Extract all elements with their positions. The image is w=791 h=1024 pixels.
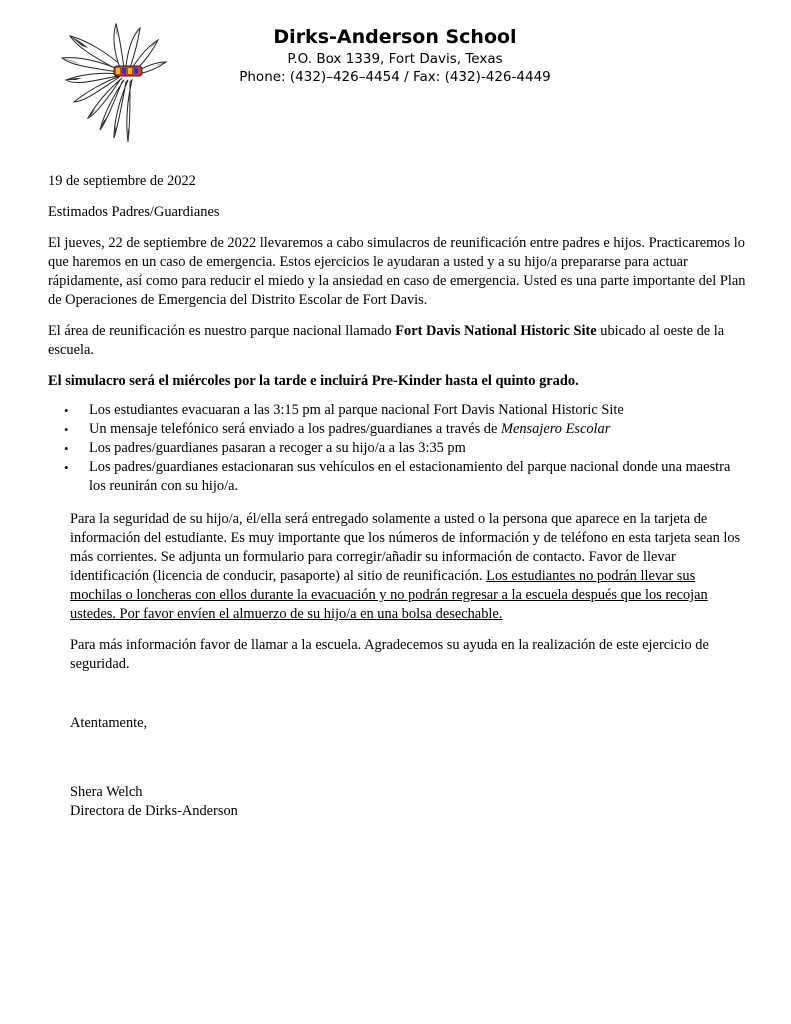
closing: Atentamente, <box>70 715 148 731</box>
letter-body-indented <box>70 510 748 821</box>
drill-steps-list <box>48 401 748 496</box>
paragraph-contact: Para más información favor de llamar a la escuela. Agradecemos su ayuda en la realización de este ejercicio de seguridad. <box>70 637 709 672</box>
location-name: Fort Davis National Historic Site <box>395 323 597 339</box>
salutation: Estimados Padres/Guardianes <box>48 204 220 220</box>
list-item: • Los padres/guardianes pasaran a recoger a su hijo/a a las 3:35 pm <box>89 439 748 458</box>
paragraph-safety <box>70 510 748 624</box>
location-text-post: ubicado al oeste de la escuela. <box>48 323 725 358</box>
school-name: Dirks-Anderson School <box>273 26 517 48</box>
bullet-text: Un mensaje telefónico será enviado a los padres/guardianes a través de <box>89 421 501 437</box>
signer-name: Shera Welch <box>70 784 143 800</box>
paragraph-location <box>48 322 748 360</box>
letter-date: 19 de septiembre de 2022 <box>48 173 196 189</box>
drill-schedule-heading: El simulacro será el miércoles por la tarde e incluirá Pre-Kinder hasta el quinto grado. <box>48 373 579 389</box>
school-phone-fax: Phone: (432)–426–4454 / Fax: (432)-426-4449 <box>239 69 551 85</box>
bullet-italic-text: Mensajero Escolar <box>500 421 611 437</box>
list-item: • Los padres/guardianes estacionaran sus vehículos en el estacionamiento del parque nacional donde una maestra los reunirán con su hijo/a. <box>89 458 748 496</box>
signer-title: Directora de Dirks-Anderson <box>70 803 238 819</box>
list-item <box>89 420 748 439</box>
paragraph-intro: El jueves, 22 de septiembre de 2022 llevaremos a cabo simulacros de reunificación entre padres e hijos. Practicaremos lo que haremos en un caso de emergencia. Estos ejercicios le ayudaran a usted y a su hijo/a prepararse para actuar rápidamente, así como para reducir el miedo y la ansiedad en caso de emergencia. Usted es una parte importante del Plan de Operaciones de Emergencia del Distrito Escolar de Fort Davis. <box>48 235 746 308</box>
school-address: P.O. Box 1339, Fort Davis, Texas <box>287 51 503 67</box>
location-text-pre: El área de reunificación es nuestro parque nacional llamado <box>48 323 396 339</box>
safety-underlined-text: Los estudiantes no podrán llevar sus mochilas o loncheras con ellos durante la evacuación y no podrán regresar a la escuela después que los recojan ustedes. Por favor envíen el almuerzo de su hijo/a en una bolsa desechable. <box>70 568 708 622</box>
headdress-icon <box>56 18 176 146</box>
safety-text: Para la seguridad de su hijo/a, él/ella será entregado solamente a usted o la persona que aparece en la tarjeta de información del estudiante. Es muy importante que los números de información y de teléfono en esta tarjeta sean los más corrientes. Se adjunta un formulario para corregir/añadir su información de contacto. Favor de llevar identificación (licencia de conducir, pasaporte) al sitio de reunificación. <box>70 511 741 584</box>
letter-body <box>48 172 748 821</box>
letterhead <box>200 24 590 86</box>
list-item: • Los estudiantes evacuaran a las 3:15 pm al parque nacional Fort Davis National Historic Site <box>89 401 748 420</box>
